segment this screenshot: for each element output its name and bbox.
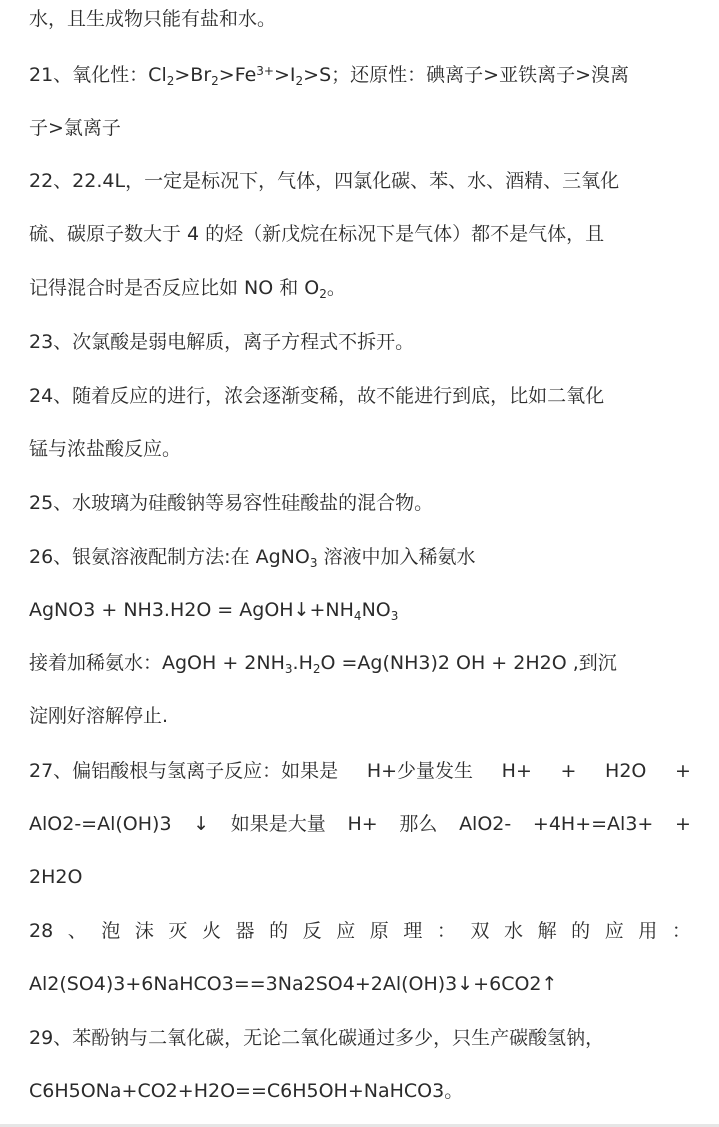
item-27-line-3: 2H2O	[29, 866, 83, 888]
item-24-line-1: 24、随着反应的进行，浓会逐渐变稀，故不能进行到底，比如二氧化	[29, 385, 605, 407]
item-29-equation: C6H5ONa+CO2+H2O==C6H5OH+NaHCO3。	[29, 1080, 464, 1102]
item-29-line-1: 29、苯酚钠与二氧化碳，无论二氧化碳通过多少，只生产碳酸氢钠，	[29, 1027, 605, 1049]
item-25: 25、水玻璃为硅酸钠等易容性硅酸盐的混合物。	[29, 492, 434, 514]
item-23: 23、次氯酸是弱电解质，离子方程式不拆开。	[29, 331, 415, 353]
item-22-line-1: 22、22.4L，一定是标况下，气体，四氯化碳、苯、水、酒精、三氧化	[29, 170, 620, 192]
item-26-line-1: 26、银氨溶液配制方法:在 AgNO$_3$ 溶液中加入稀氨水	[29, 546, 476, 570]
item-21-line-1: 21、氧化性：$Cl_2>Br_2>Fe^{3+}>I_2>S$；还原性：碘离子>亚铁离子>溴离	[29, 64, 629, 88]
item-24-line-2: 锰与浓盐酸反应。	[29, 438, 182, 460]
item-28-line-1: 28 、 泡 沫 灭 火 器 的 反 应 原 理 ： 双 水 解 的 应 用 ：	[29, 920, 691, 942]
item-20-tail: 水，且生成物只能有盐和水。	[29, 8, 277, 30]
item-26-equation: AgNO3 + $NH3.H2O = AgOH↓+NH_4NO_3$	[29, 599, 399, 623]
item-22-line-3: 记得混合时是否反应比如 NO 和 $O_2$。	[29, 277, 346, 301]
item-21-line-2: 子>氯离子	[29, 117, 121, 139]
item-22-line-2: 硫、碳原子数大于 4 的烃（新戊烷在标况下是气体）都不是气体，且	[29, 223, 605, 245]
item-26-line-3: 接着加稀氨水：AgOH + $2NH_3.H_2O =Ag(NH3)2$ OH + 2H2O ,到沉	[29, 652, 617, 676]
item-26-line-4: 淀刚好溶解停止.	[29, 705, 169, 727]
item-27-line-1: 27、偏铝酸根与氢离子反应：如果是 H+少量发生 H+ + H2O +	[29, 760, 691, 782]
item-27-line-2: AlO2-=Al(OH)3 ↓ 如果是大量 H+ 那么 AlO2- +4H+=Al3+ +	[29, 813, 691, 835]
item-28-equation: Al2(SO4)3+6NaHCO3==3Na2SO4+2Al(OH)3↓+6CO2↑	[29, 973, 558, 995]
